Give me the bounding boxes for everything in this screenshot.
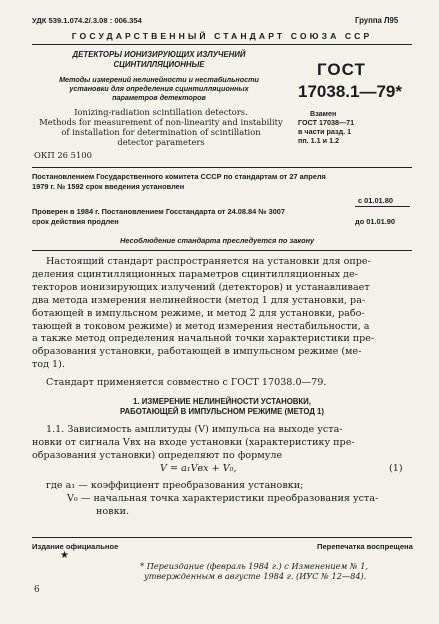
replaces-clauses: пп. 1.1 и 1.2	[298, 136, 340, 145]
udk-code: УДК 539.1.074.2/.3.08 : 006.354	[32, 16, 142, 25]
formula-number: (1)	[389, 463, 403, 474]
where-line-1: где a₁ — коэффициент преобразования установки;	[46, 480, 304, 491]
where-line-2: V₀ — начальная точка характеристики преобразования уста-	[67, 493, 379, 504]
title-ru: ДЕТЕКТОРЫ ИОНИЗИРУЮЩИХ ИЗЛУЧЕНИЙ СЦИНТИЛЛЯЦИОННЫЕ	[72, 50, 246, 69]
intro-line: два метода измерения нелинейности (метод 1 для установки, ра-	[32, 294, 366, 306]
decree-rule	[32, 250, 412, 251]
check-line-1: Проверен в 1984 г. Постановлением Госстандарта от 24.08.84 № 3007	[32, 207, 286, 216]
decree-line-1: Постановлением Государственного комитета СССР по стандартам от 27 апреля	[32, 172, 326, 181]
intro-line: ботающей в импульсном режиме, и метод 2 для установки, рабо-	[32, 307, 365, 319]
formula: V = a₁Vвх + V₀,	[160, 463, 237, 474]
gost-label: ГОСТ	[317, 60, 366, 79]
clause-line: образования установки) определяют по формуле	[32, 449, 283, 461]
reprint-note-2: утвержденным в августе 1984 г. (ИУС № 12—84).	[144, 571, 367, 581]
check-line-2: срок действия продлен	[32, 217, 119, 226]
date-to: до 01.01.90	[355, 217, 396, 226]
reprint-prohibited: Перепечатка воспрещена	[317, 542, 413, 551]
subtitle-ru-1: Методы измерений нелинейности и нестабильности	[59, 75, 259, 84]
intro-line: текторов ионизирующих излучений (детекторов) и устанавливает	[32, 281, 370, 293]
group-code: Группа Л95	[355, 16, 399, 25]
title-en-4: detector parameters	[117, 137, 205, 147]
title-en-2: Methods for measurement of non-linearity and instability	[39, 117, 283, 127]
replaces-gost: ГОСТ 17038—71	[298, 118, 355, 127]
intro-line: тод 1).	[32, 359, 65, 371]
intro-line: тающей в токовом режиме) и метод измерения нестабильности, а	[32, 320, 370, 332]
okp-code: ОКП 26 5100	[34, 150, 92, 160]
clause-1-1	[32, 424, 412, 463]
star-mark: ★	[60, 550, 69, 561]
gost-number: 17038.1—79*	[298, 82, 402, 101]
clause-line: новки от сигнала Vвх на входе установки (характеристику пре-	[32, 436, 355, 448]
title-rule	[32, 167, 412, 168]
page-number: 6	[34, 585, 40, 595]
where-line-3: новки.	[96, 506, 130, 517]
footer-rule	[32, 537, 412, 538]
reprint-note-1: * Переиздание (февраль 1984 г.) с Изменением № 1,	[140, 561, 369, 571]
title-en-3: of installation for determination of scintillation	[61, 127, 261, 137]
subtitle-ru-3: параметров детекторов	[112, 93, 206, 102]
replaces-section: в части разд. 1	[298, 127, 352, 136]
date-from-rule	[355, 206, 410, 207]
official-edition: Издание официальное	[32, 542, 119, 551]
section-heading-2: РАБОТАЮЩЕЙ В ИМПУЛЬСНОМ РЕЖИМЕ (МЕТОД 1)	[120, 407, 324, 416]
intro-paragraph	[32, 256, 412, 372]
section-heading-1: 1. ИЗМЕРЕНИЕ НЕЛИНЕЙНОСТИ УСТАНОВКИ,	[133, 397, 311, 406]
scope-paragraph: Стандарт применяется совместно с ГОСТ 17038.0—79.	[46, 377, 327, 388]
state-standard-header: ГОСУДАРСТВЕННЫЙ СТАНДАРТ СОЮЗА ССР	[71, 31, 373, 41]
date-from: с 01.01.80	[358, 196, 393, 205]
replaces-label: Взамен	[310, 109, 337, 118]
intro-line: а также метод определения начальной точки характеристики пре-	[32, 333, 375, 345]
legal-warning: Несоблюдение стандарта преследуется по закону	[120, 236, 315, 245]
subtitle-ru-2: установки для определения сцинтилляционных	[69, 84, 249, 93]
decree-line-2: 1979 г. № 1592 срок введения установлен	[32, 182, 185, 191]
clause-line: 1.1. Зависимость амплитуды (V) импульса на выходе уста-	[46, 424, 343, 435]
intro-line: деления сцинтилляционных параметров сцинтилляционных де-	[32, 268, 358, 280]
intro-line: образования установки, работающей в импульсном режиме (ме-	[32, 346, 362, 358]
title-en-1: Ionizing-radiation scintillation detectors.	[74, 107, 248, 117]
header-rule	[32, 44, 412, 45]
intro-line: Настоящий стандарт распространяется на установки для опре-	[46, 256, 371, 267]
